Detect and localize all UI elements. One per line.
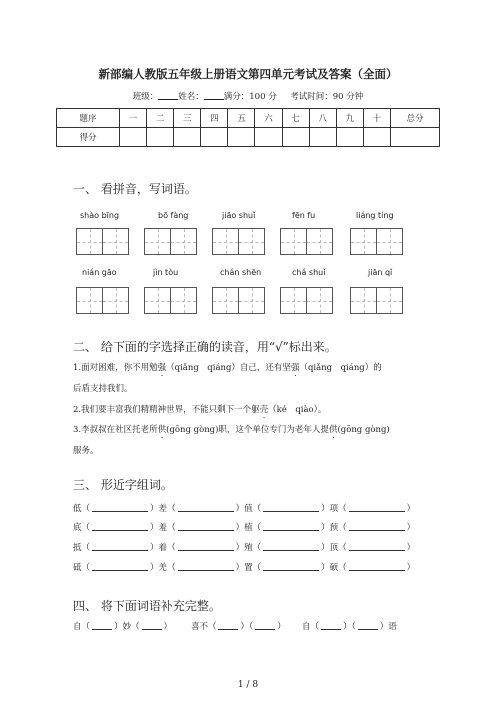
pinyin: nián gāo — [82, 268, 117, 277]
header-cell: 三 — [174, 109, 201, 128]
name-blank[interactable] — [204, 91, 224, 100]
question-line: 后盾支持我们。 — [73, 384, 133, 394]
writing-grid[interactable] — [76, 287, 129, 314]
pinyin: bō fàng — [158, 211, 189, 220]
page-title: 新部编人教版五年级上册语文第四单元考试及答案（全面） — [98, 67, 398, 81]
idiom-row: 自（ ）妙（ ） 喜不（ ）（ ） 自（ ）（ ）语 — [73, 622, 397, 632]
section-3-heading: 三、 形近字组词。 — [73, 478, 173, 492]
word-row: 砥（ ）羌（ ）置（ ）硕（ ） — [73, 563, 416, 573]
score-table-header — [57, 109, 440, 128]
score-cell[interactable] — [228, 128, 255, 147]
question-line: 3.李叔叔在社区托老所供(gōng gòng)职，这个单位专门为老年人提供(gōng gòng) — [73, 425, 390, 435]
score-cell[interactable] — [282, 128, 309, 147]
header-cell: 四 — [201, 109, 228, 128]
score-row — [57, 128, 440, 147]
header-cell: 八 — [309, 109, 336, 128]
class-label: 班级： — [132, 92, 159, 102]
score-cell[interactable] — [309, 128, 336, 147]
score-table — [56, 108, 440, 147]
writing-grid[interactable] — [280, 228, 333, 255]
header-cell: 一 — [120, 109, 147, 128]
score-cell[interactable] — [120, 128, 147, 147]
writing-grid[interactable] — [144, 287, 197, 314]
score-cell[interactable] — [201, 128, 228, 147]
header-cell: 十 — [363, 109, 390, 128]
page-number: 1 / 8 — [237, 680, 259, 690]
question-line: 1.面对困难，你不用勉强（qiǎng qiáng）自己，还有坚强（qiǎng qiáng）的 — [73, 363, 382, 373]
header-cell: 九 — [336, 109, 363, 128]
score-cell[interactable] — [255, 128, 282, 147]
pinyin: jiāo shuǐ — [222, 211, 256, 220]
class-blank[interactable] — [158, 91, 178, 100]
header-cell: 七 — [282, 109, 309, 128]
header-cell: 题序 — [57, 109, 120, 128]
writing-grid[interactable] — [212, 287, 265, 314]
row-label: 得分 — [57, 128, 120, 147]
pinyin: chán shēn — [220, 268, 262, 277]
writing-grid[interactable] — [350, 287, 403, 314]
header-cell: 总分 — [391, 109, 440, 128]
word-row: 底（ ）羞（ ）植（ ）预（ ） — [73, 523, 416, 533]
exam-info — [0, 90, 496, 102]
score-cell[interactable] — [363, 128, 390, 147]
score-cell[interactable] — [147, 128, 174, 147]
score-cell[interactable] — [391, 128, 440, 147]
pinyin: jìn tòu — [153, 268, 179, 277]
header-cell: 六 — [255, 109, 282, 128]
pinyin: fēn fu — [292, 211, 316, 220]
pinyin: jiān qǐ — [368, 268, 393, 277]
writing-grid[interactable] — [350, 228, 403, 255]
section-4-heading: 四、 将下面词语补充完整。 — [73, 599, 221, 613]
writing-grid[interactable] — [76, 228, 129, 255]
section-1-heading: 一、 看拼音，写词语。 — [73, 182, 197, 196]
name-label: 姓名： — [178, 92, 204, 102]
header-cell: 五 — [228, 109, 255, 128]
writing-grid[interactable] — [212, 228, 265, 255]
word-row: 低（ ）差（ ）值（ ）项（ ） — [73, 504, 416, 514]
section-2-heading: 二、 给下面的字选择正确的读音，用“√”标出来。 — [73, 340, 337, 354]
pinyin: chá shuǐ — [292, 268, 326, 277]
full-score: 满分：100 分 — [223, 92, 277, 102]
pinyin: liáng tíng — [356, 211, 394, 220]
word-row: 抵（ ）着（ ）殖（ ）顶（ ） — [73, 543, 416, 553]
exam-time: 考试时间：90 分钟 — [290, 92, 364, 102]
score-cell[interactable] — [336, 128, 363, 147]
question-line: 2.我们要丰富我们精精神世界，不能只剩下一个躯壳（ké qiào）。 — [73, 405, 327, 415]
writing-grid[interactable] — [280, 287, 333, 314]
header-cell: 二 — [147, 109, 174, 128]
question-line: 服务。 — [73, 446, 99, 456]
writing-grid[interactable] — [144, 228, 197, 255]
pinyin: shào bīng — [80, 211, 120, 220]
score-cell[interactable] — [174, 128, 201, 147]
